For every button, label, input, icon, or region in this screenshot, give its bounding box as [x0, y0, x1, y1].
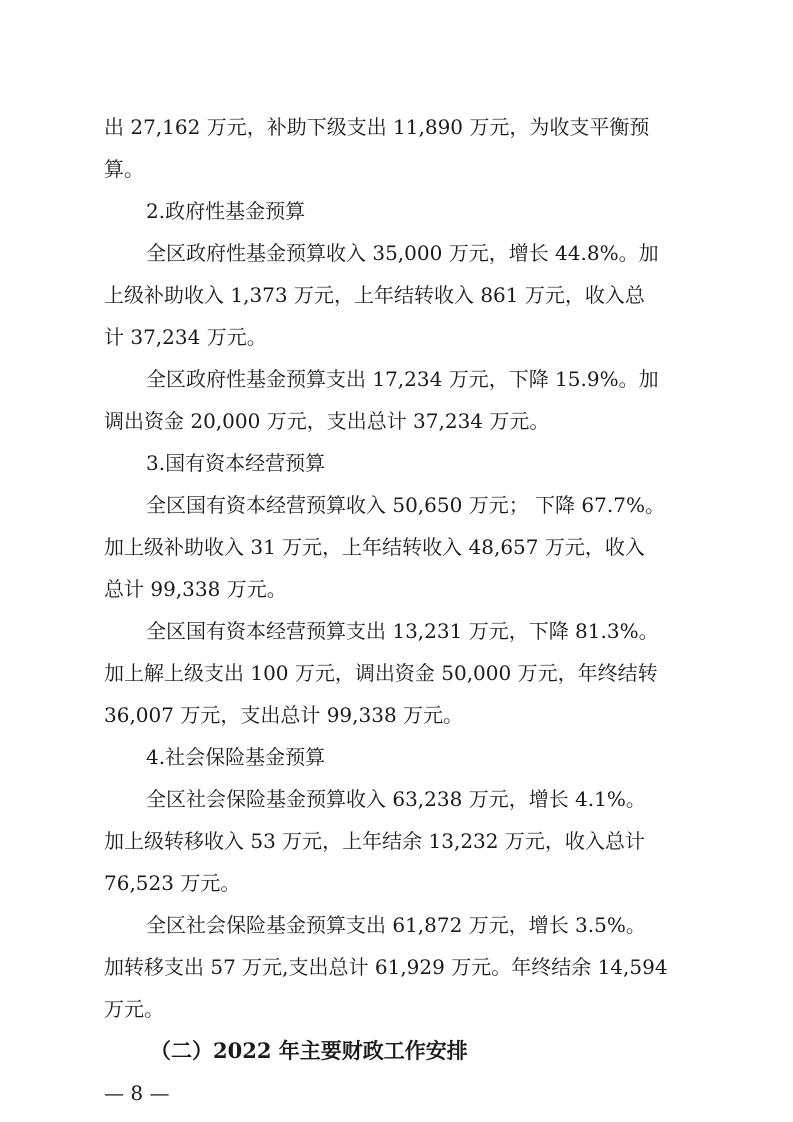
paragraph-line: 76,523 万元。 — [104, 871, 241, 895]
paragraph-line: 总计 99,338 万元。 — [104, 577, 287, 601]
paragraph-line: 算。 — [104, 157, 144, 181]
section-heading: （二）2022 年主要财政工作安排 — [150, 1038, 468, 1063]
paragraph-line: 加上级补助收入 31 万元，上年结转收入 48,657 万元，收入 — [104, 535, 645, 559]
paragraph-line: 全区国有资本经营预算支出 13,231 万元，下降 81.3%。 — [146, 619, 659, 643]
subsection-heading: 2.政府性基金预算 — [146, 199, 306, 223]
page-number: — 8 — — [104, 1081, 170, 1105]
paragraph-line: 万元。 — [104, 997, 164, 1021]
paragraph-line: 全区社会保险基金预算支出 61,872 万元，增长 3.5%。 — [146, 913, 646, 937]
subsection-heading: 4.社会保险基金预算 — [146, 745, 326, 769]
paragraph-line: 加上解上级支出 100 万元，调出资金 50,000 万元，年终结转 — [104, 661, 658, 685]
paragraph-line: 全区政府性基金预算收入 35,000 万元，增长 44.8%。加 — [146, 241, 659, 265]
paragraph-line: 全区国有资本经营预算收入 50,650 万元； 下降 67.7%。 — [146, 493, 665, 517]
paragraph-line: 加上级转移收入 53 万元，上年结余 13,232 万元，收入总计 — [104, 829, 645, 853]
paragraph-line: 36,007 万元，支出总计 99,338 万元。 — [104, 703, 464, 727]
paragraph-line: 全区社会保险基金预算收入 63,238 万元，增长 4.1%。 — [146, 787, 646, 811]
paragraph-line: 加转移支出 57 万元,支出总计 61,929 万元。年终结余 14,594 — [104, 955, 668, 979]
paragraph-line: 计 37,234 万元。 — [104, 325, 267, 349]
paragraph-line: 出 27,162 万元，补助下级支出 11,890 万元，为收支平衡预 — [104, 115, 650, 139]
subsection-heading: 3.国有资本经营预算 — [146, 451, 326, 475]
paragraph-line: 调出资金 20,000 万元，支出总计 37,234 万元。 — [104, 409, 550, 433]
paragraph-line: 上级补助收入 1,373 万元，上年结转收入 861 万元，收入总 — [104, 283, 645, 307]
paragraph-line: 全区政府性基金预算支出 17,234 万元，下降 15.9%。加 — [146, 367, 659, 391]
